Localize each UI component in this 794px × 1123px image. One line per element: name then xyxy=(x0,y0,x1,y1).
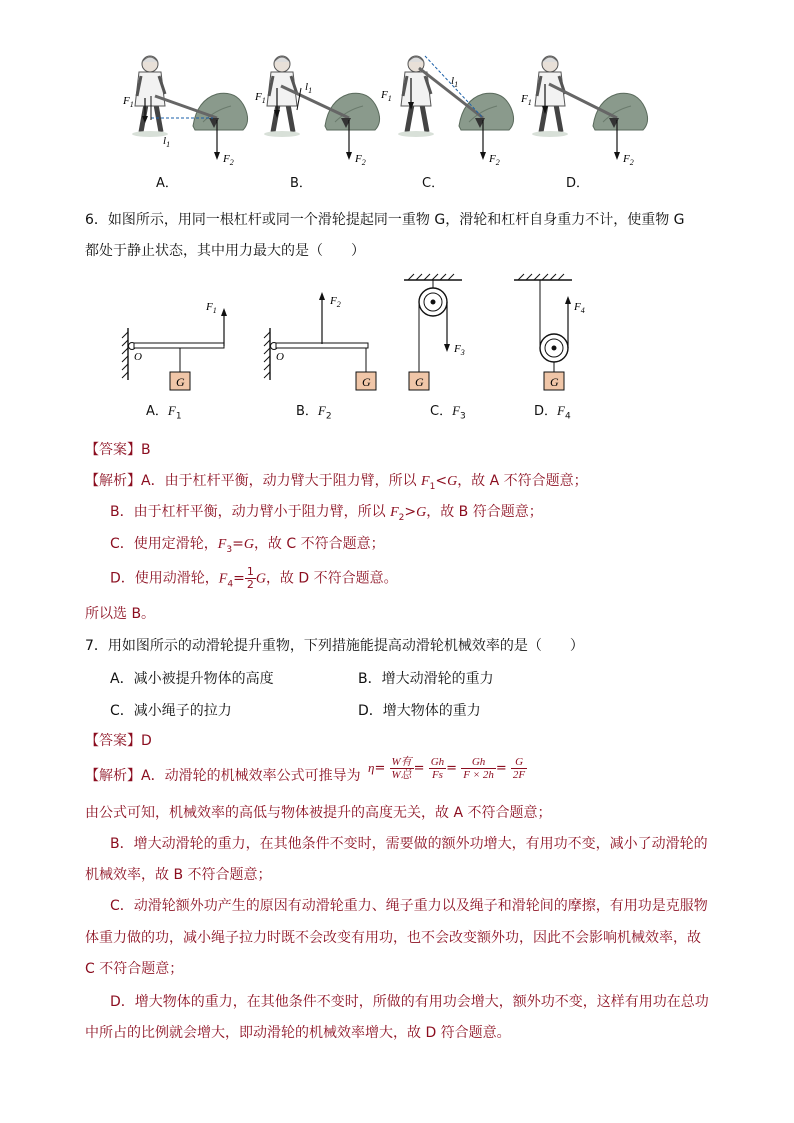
q7-line-c2: 体重力做的功，减小绳子拉力时既不会改变有用功，也不会改变额外功，因此不会影响机械效率，故 xyxy=(85,930,701,946)
svg-text:F2: $F_2$ xyxy=(355,153,366,167)
svg-text:l1: $l_1$ xyxy=(451,75,459,89)
q7-option-a[interactable]: A．减小被提升物体的高度 xyxy=(110,671,274,687)
svg-text:G: G xyxy=(550,375,559,389)
q7-stem: 7．用如图所示的动滑轮提升重物，下列措施能提高动滑轮机械效率的是（ ） xyxy=(85,638,584,654)
q6-analysis-d: D．使用动滑轮，$F_4=$ $\frac{1}{2}$ G，故 D 不符合题意。 xyxy=(110,565,398,591)
q6-caption-c: C．$F_3$ xyxy=(430,403,466,422)
q6-caption-a: A．$F_1$ xyxy=(146,403,182,422)
svg-text:F4: $F_4$ xyxy=(574,301,585,315)
q6-analysis-b: B．由于杠杆平衡，动力臂小于阻力臂，所以 $F_2>G$，故 B 符合题意； xyxy=(110,504,543,523)
q7-option-c[interactable]: C．减小绳子的拉力 xyxy=(110,703,232,719)
figure-label-b: B． xyxy=(290,176,312,191)
svg-text:F2: $F_2$ xyxy=(623,153,634,167)
q7-line-c1: C．动滑轮额外功产生的原因有动滑轮重力、绳子重力以及绳子和滑轮间的摩擦，有用功是克服物 xyxy=(110,898,708,914)
q6-caption-d: D．$F_4$ xyxy=(534,403,571,422)
q6-stem-line1: 6．如图所示，用同一根杠杆或同一个滑轮提起同一重物 G，滑轮和杠杆自身重力不计，使重物 G xyxy=(85,212,685,228)
figure-b xyxy=(254,56,380,167)
svg-text:F2: $F_2$ xyxy=(489,153,500,167)
svg-text:O: O xyxy=(276,351,284,363)
q7-line-b1: B．增大动滑轮的重力，在其他条件不变时，需要做的额外功增大，有用功不变，减小了动滑轮的 xyxy=(110,836,708,852)
f1-label-a: $F_1$ xyxy=(123,95,134,109)
figure-d xyxy=(520,56,648,167)
q6-stem-line2: 都处于静止状态，其中用力最大的是（ ） xyxy=(85,243,365,259)
figure-c xyxy=(380,56,514,167)
svg-text:F2: $F_2$ xyxy=(330,295,341,309)
q6-weight-a: G xyxy=(176,375,185,389)
fraction-half: $\frac{1}{2}$ xyxy=(246,565,254,591)
q6-analysis-c: C．使用定滑轮，$F_3=G$，故 C 不符合题意； xyxy=(110,536,385,555)
q6-answer: 【答案】B xyxy=(85,442,151,458)
figure-label-c: C． xyxy=(422,176,445,191)
efficiency-formula: η= $\frac{\text{W有}}{\text{W总}}$ = $\frac{Gh}{Fs}$ = $\frac{Gh}{F \times 2h}$ = $\frac{G}{2F}$ xyxy=(368,756,526,781)
figure-label-d: D． xyxy=(566,176,590,191)
q6-diagrams xyxy=(118,268,598,398)
svg-text:G: G xyxy=(415,375,424,389)
q6-conclusion: 所以选 B。 xyxy=(85,606,156,622)
lever-figures-row xyxy=(115,48,655,170)
q7-line-d2: 中所占的比例就会增大，即动滑轮的机械效率增大，故 D 符合题意。 xyxy=(85,1025,511,1041)
svg-text:l1: $l_1$ xyxy=(163,135,171,149)
svg-text:F1: $F_1$ xyxy=(521,93,532,107)
svg-text:l1: $l_1$ xyxy=(305,81,313,95)
figure-label-a: A． xyxy=(156,176,178,191)
q6-diagram-b xyxy=(264,292,376,390)
svg-text:O: O xyxy=(134,351,142,363)
q7-line-a2: 由公式可知，机械效率的高低与物体被提升的高度无关，故 A 不符合题意； xyxy=(85,805,552,821)
svg-text:F2: $F_2$ xyxy=(223,153,234,167)
q7-option-d[interactable]: D．增大物体的重力 xyxy=(358,703,481,719)
svg-text:F3: $F_3$ xyxy=(454,343,465,357)
svg-text:F1: $F_1$ xyxy=(206,301,217,315)
svg-text:F1: $F_1$ xyxy=(255,91,266,105)
q7-line-c3: C 不符合题意； xyxy=(85,961,184,977)
q6-diagram-d xyxy=(514,274,585,390)
q7-answer: 【答案】D xyxy=(85,733,152,749)
q6-caption-b: B．$F_2$ xyxy=(296,403,332,422)
q7-line-b2: 机械效率，故 B 不符合题意； xyxy=(85,867,272,883)
q7-option-b[interactable]: B．增大动滑轮的重力 xyxy=(358,671,494,687)
svg-text:F1: $F_1$ xyxy=(381,89,392,103)
figure-a xyxy=(122,56,248,167)
q6-analysis-a: 【解析】A．由于杠杆平衡，动力臂大于阻力臂，所以 $F_1<G$，故 A 不符合题意； xyxy=(85,473,588,492)
svg-text:G: G xyxy=(362,375,371,389)
q6-diagram-c xyxy=(404,274,465,390)
q7-line-d1: D．增大物体的重力，在其他条件不变时，所做的有用功会增大，额外功不变，这样有用功在总功 xyxy=(110,994,709,1010)
q6-diagram-a xyxy=(122,301,227,390)
q7-analysis-a: 【解析】A．动滑轮的机械效率公式可推导为 xyxy=(85,768,361,784)
